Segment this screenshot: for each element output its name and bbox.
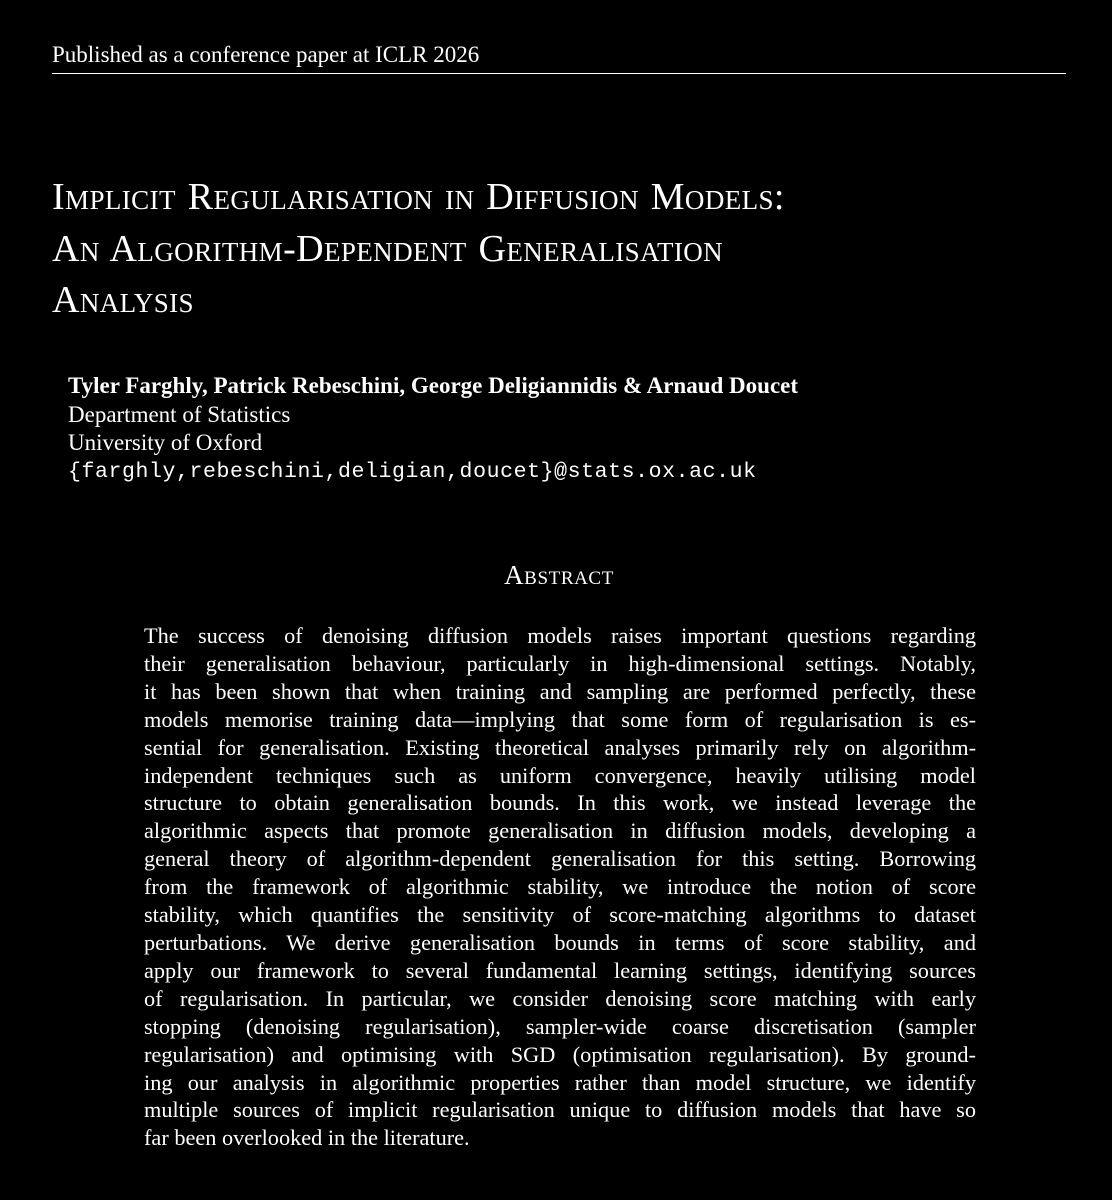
- running-header: Published as a conference paper at ICLR 2026: [52, 40, 1066, 74]
- title-line: An Algorithm-Dependent Generalisation: [52, 227, 724, 270]
- abstract-line: stability, which quantifies the sensitivity of score-matching algorithms to dataset: [144, 902, 976, 928]
- author-emails: {farghly,rebeschini,deligian,doucet}@stats.ox.ac.uk: [68, 459, 757, 484]
- abstract-line: models memorise training data—implying that some form of regularisation is es-: [144, 706, 976, 732]
- title-line: Analysis: [52, 279, 194, 321]
- abstract-line: their generalisation behaviour, particularly in high-dimensional settings. Notably,: [144, 650, 976, 676]
- title-line: Implicit Regularisation in Diffusion Models:: [52, 176, 785, 218]
- abstract-line: of regularisation. In particular, we consider denoising score matching with early: [144, 985, 976, 1011]
- abstract-line: far been overlooked in the literature.: [144, 1125, 470, 1151]
- author-names: Tyler Farghly, Patrick Rebeschini, George Deligiannidis & Arnaud Doucet: [68, 373, 799, 398]
- department: Department of Statistics: [68, 401, 291, 427]
- paper-title: [52, 172, 1092, 327]
- author-block: [68, 372, 1028, 486]
- abstract-line: multiple sources of implicit regularisation unique to diffusion models that have so: [144, 1097, 976, 1123]
- university: University of Oxford: [68, 430, 263, 455]
- abstract-line: it has been shown that when training and sampling are performed perfectly, these: [144, 678, 976, 704]
- abstract-line: The success of denoising diffusion models raises important questions regarding: [144, 623, 976, 648]
- abstract-line: regularisation) and optimising with SGD (optimisation regularisation). By ground-: [144, 1041, 976, 1067]
- abstract-line: stopping (denoising regularisation), sampler-wide coarse discretisation (sampler: [144, 1013, 976, 1039]
- abstract-line: apply our framework to several fundamental learning settings, identifying sources: [144, 957, 976, 983]
- abstract-line: ing our analysis in algorithmic properties rather than model structure, we identify: [144, 1069, 976, 1095]
- abstract-line: algorithmic aspects that promote generalisation in diffusion models, developing a: [144, 818, 976, 844]
- abstract-line: from the framework of algorithmic stability, we introduce the notion of score: [144, 874, 976, 900]
- abstract-line: general theory of algorithm-dependent generalisation for this setting. Borrowing: [144, 846, 976, 872]
- abstract-body: [144, 622, 976, 1152]
- abstract-line: perturbations. We derive generalisation bounds in terms of score stability, and: [144, 929, 976, 955]
- abstract-line: independent techniques such as uniform convergence, heavily utilising model: [144, 762, 976, 788]
- abstract-heading: Abstract: [504, 560, 614, 590]
- abstract-line: structure to obtain generalisation bounds. In this work, we instead leverage the: [144, 790, 976, 816]
- abstract-line: sential for generalisation. Existing theoretical analyses primarily rely on algorithm-: [144, 734, 976, 760]
